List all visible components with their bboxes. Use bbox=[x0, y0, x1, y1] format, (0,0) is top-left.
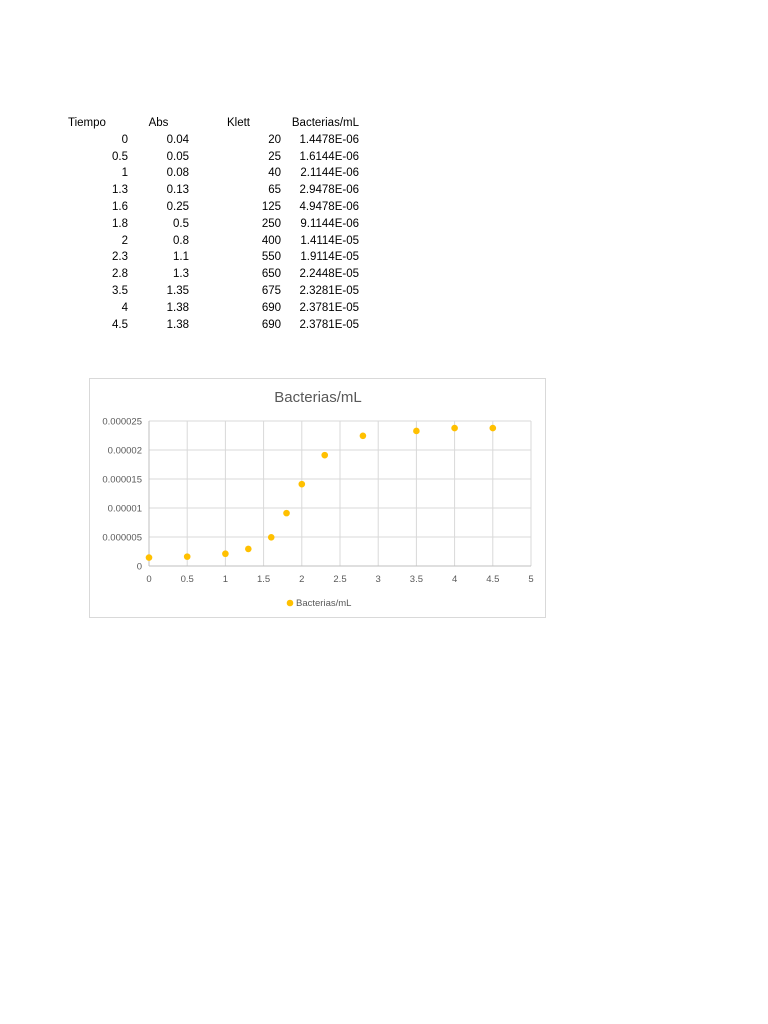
cell-klett: 690 bbox=[261, 301, 281, 314]
table-row bbox=[66, 249, 363, 266]
cell-tiempo: 1.3 bbox=[112, 184, 128, 197]
cell-bacterias: 2.3781E-05 bbox=[299, 301, 359, 314]
table-body bbox=[66, 132, 363, 334]
cell-bacterias: 2.3781E-05 bbox=[299, 318, 359, 331]
x-tick-label: 2 bbox=[299, 574, 305, 585]
cell-klett: 675 bbox=[261, 284, 281, 297]
data-point[interactable] bbox=[283, 510, 290, 517]
cell-bacterias: 2.1144E-06 bbox=[300, 167, 359, 180]
chart-frame[interactable] bbox=[89, 378, 546, 618]
data-point[interactable] bbox=[490, 425, 497, 432]
cell-abs: 0.13 bbox=[166, 184, 189, 197]
cell-klett: 400 bbox=[261, 234, 281, 247]
tick-labels bbox=[102, 417, 533, 586]
cell-abs: 0.5 bbox=[173, 217, 189, 230]
cell-tiempo: 4.5 bbox=[112, 318, 128, 331]
cell-bacterias: 1.4114E-05 bbox=[300, 234, 359, 247]
cell-bacterias: 1.4478E-06 bbox=[299, 133, 359, 146]
cell-abs: 0.08 bbox=[166, 167, 189, 180]
cell-tiempo: 1.8 bbox=[112, 217, 128, 230]
chart-title: Bacterias/mL bbox=[274, 389, 362, 406]
y-tick-label: 0.000025 bbox=[102, 416, 142, 428]
y-tick-label: 0.000005 bbox=[102, 532, 142, 544]
cell-tiempo: 2.8 bbox=[112, 268, 128, 281]
cell-klett: 550 bbox=[261, 251, 281, 264]
x-tick-label: 0 bbox=[146, 574, 152, 585]
legend-marker bbox=[287, 600, 294, 607]
cell-abs: 1.3 bbox=[173, 268, 189, 281]
cell-tiempo: 0 bbox=[121, 133, 128, 146]
cell-tiempo: 1 bbox=[121, 167, 128, 180]
cell-bacterias: 1.6144E-06 bbox=[299, 150, 359, 163]
legend bbox=[287, 598, 352, 609]
cell-bacterias: 2.9478E-06 bbox=[299, 184, 359, 197]
x-tick-label: 3 bbox=[375, 574, 381, 585]
header-abs: Abs bbox=[148, 117, 169, 129]
x-tick-label: 2.5 bbox=[333, 574, 347, 585]
cell-tiempo: 0.5 bbox=[112, 150, 128, 163]
cell-abs: 1.38 bbox=[166, 318, 189, 331]
table-row bbox=[66, 182, 363, 199]
x-tick-label: 1.5 bbox=[256, 574, 271, 585]
data-point[interactable] bbox=[146, 554, 153, 561]
y-tick-label: 0.00001 bbox=[107, 503, 142, 515]
x-tick-label: 0.5 bbox=[180, 574, 194, 585]
data-point[interactable] bbox=[299, 481, 306, 488]
data-points bbox=[146, 425, 496, 561]
cell-klett: 650 bbox=[261, 268, 281, 281]
cell-klett: 125 bbox=[261, 200, 281, 213]
data-point[interactable] bbox=[222, 550, 229, 557]
table-row bbox=[66, 149, 363, 166]
data-point[interactable] bbox=[451, 425, 458, 432]
cell-abs: 1.1 bbox=[173, 251, 189, 264]
y-tick-label: 0 bbox=[136, 561, 142, 573]
y-tick-label: 0.000015 bbox=[102, 474, 142, 486]
header-klett: Klett bbox=[226, 117, 250, 129]
cell-tiempo: 2.3 bbox=[112, 251, 128, 264]
table-row bbox=[66, 199, 363, 216]
cell-klett: 25 bbox=[268, 150, 281, 163]
table-row bbox=[66, 165, 363, 182]
table-row bbox=[66, 283, 363, 300]
table-row bbox=[66, 300, 363, 317]
y-tick-label: 0.00002 bbox=[107, 445, 142, 457]
table-row bbox=[66, 317, 363, 334]
cell-abs: 1.35 bbox=[166, 284, 189, 297]
cell-tiempo: 1.6 bbox=[112, 200, 128, 213]
cell-bacterias: 4.9478E-06 bbox=[299, 200, 359, 213]
x-tick-label: 3.5 bbox=[409, 574, 424, 585]
x-tick-label: 5 bbox=[528, 574, 534, 585]
cell-klett: 250 bbox=[261, 217, 281, 230]
header-tiempo: Tiempo bbox=[68, 117, 106, 129]
x-tick-label: 1 bbox=[222, 574, 229, 585]
cell-abs: 0.25 bbox=[166, 200, 189, 213]
gridlines bbox=[149, 421, 531, 566]
table-row bbox=[66, 233, 363, 250]
cell-klett: 40 bbox=[268, 167, 281, 180]
table-row bbox=[66, 216, 363, 233]
table-row bbox=[66, 132, 363, 149]
scatter-chart bbox=[90, 379, 547, 619]
header-bacterias: Bacterias/mL bbox=[291, 117, 359, 129]
x-tick-label: 4.5 bbox=[486, 574, 500, 585]
data-point[interactable] bbox=[245, 546, 252, 553]
table-row bbox=[66, 266, 363, 283]
legend-label: Bacterias/mL bbox=[296, 598, 352, 609]
cell-tiempo: 3.5 bbox=[112, 284, 128, 297]
cell-klett: 65 bbox=[268, 184, 281, 197]
cell-abs: 0.05 bbox=[166, 150, 189, 163]
data-point[interactable] bbox=[321, 452, 328, 459]
cell-bacterias: 2.2448E-05 bbox=[299, 268, 359, 281]
cell-tiempo: 2 bbox=[121, 234, 128, 247]
data-point[interactable] bbox=[184, 553, 191, 560]
data-point[interactable] bbox=[360, 433, 367, 440]
cell-klett: 690 bbox=[261, 318, 281, 331]
cell-tiempo: 4 bbox=[121, 301, 128, 314]
x-tick-label: 4 bbox=[451, 574, 458, 585]
cell-abs: 1.38 bbox=[166, 301, 189, 314]
cell-bacterias: 2.3281E-05 bbox=[299, 284, 359, 297]
cell-abs: 0.8 bbox=[173, 234, 189, 247]
data-point[interactable] bbox=[268, 534, 275, 541]
cell-klett: 20 bbox=[268, 133, 281, 146]
table-header-row bbox=[66, 115, 363, 132]
cell-abs: 0.04 bbox=[166, 133, 189, 146]
cell-bacterias: 1.9114E-05 bbox=[300, 251, 359, 264]
data-point[interactable] bbox=[413, 428, 420, 435]
cell-bacterias: 9.1144E-06 bbox=[300, 217, 359, 230]
data-table bbox=[66, 115, 363, 333]
